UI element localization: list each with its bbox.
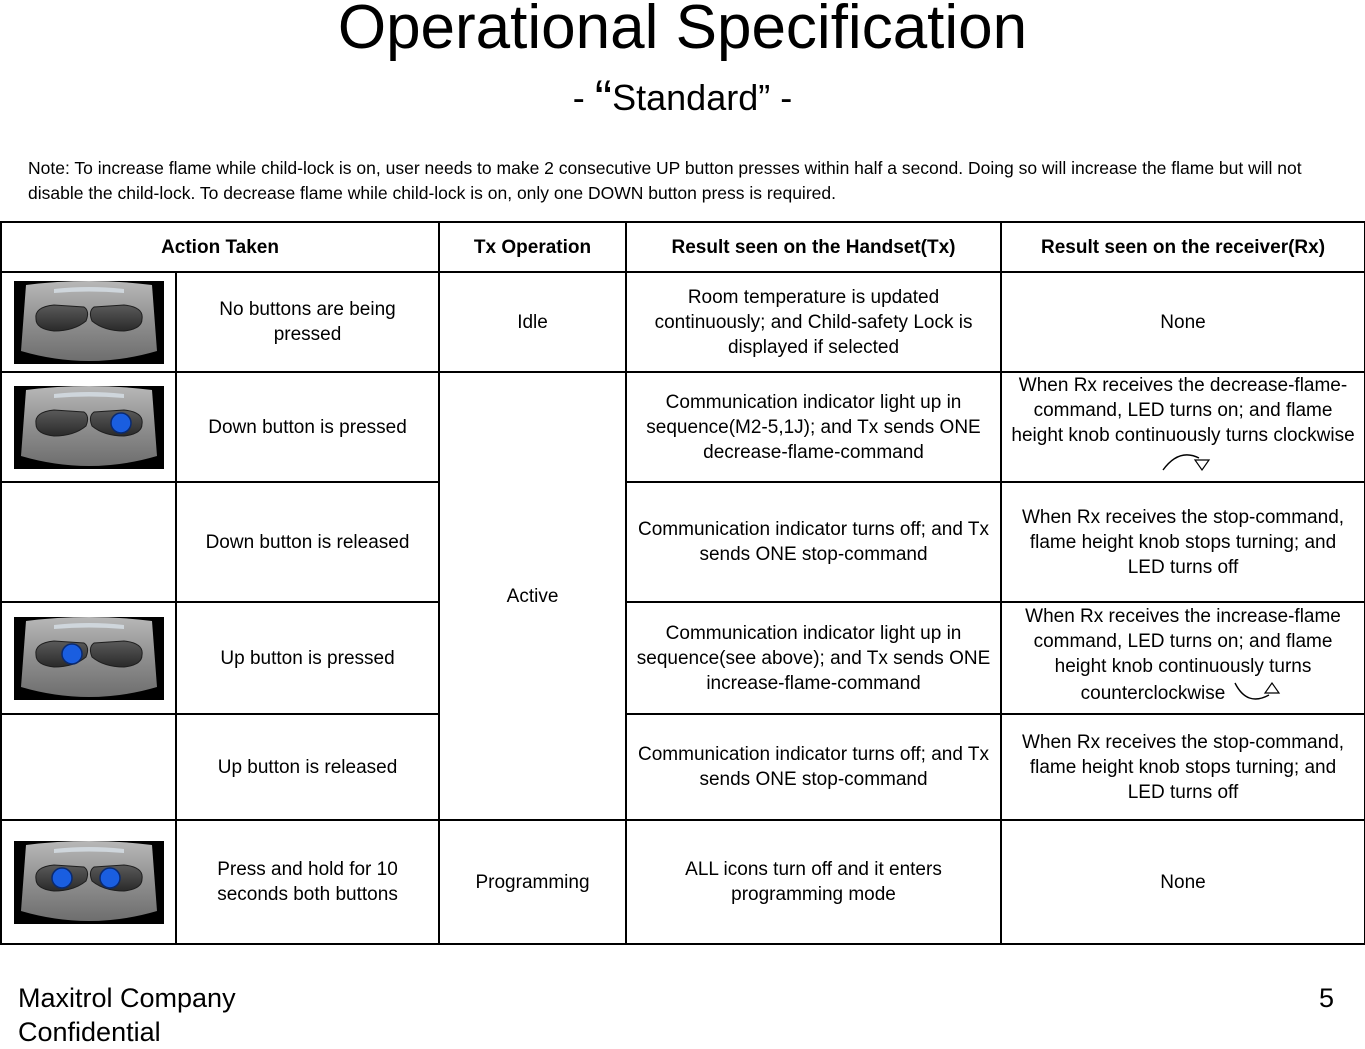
table-row (1, 372, 1365, 482)
action-cell: Press and hold for 10 seconds both buttons (176, 820, 439, 944)
action-cell: No buttons are being pressed (176, 272, 439, 372)
table-row (1, 602, 1365, 714)
clockwise-arrow-icon (1159, 448, 1213, 481)
receiver-result-cell: When Rx receives the stop-command, flame height knob stops turning; and LED turns off (1001, 482, 1365, 602)
child-lock-note: Note: To increase flame while child-lock is on, user needs to make 2 consecutive UP button presses within half a second. Doing so will increase the flame but will not disable the child-lock. To decrease flame while child-lock is on, only one DOWN button press is required. (28, 158, 1302, 203)
handset-result-cell: ALL icons turn off and it enters programming mode (626, 820, 1001, 944)
row-image-cell (1, 602, 176, 714)
remote-no-buttons-icon (14, 281, 164, 364)
remote-up-button-icon (14, 617, 164, 700)
row-image-cell (1, 372, 176, 482)
page-number: 5 (1318, 983, 1334, 1013)
footer-company-block (18, 981, 236, 1049)
remote-both-buttons-icon (14, 841, 164, 924)
header-receiver-result: Result seen on the receiver(Rx) (1001, 222, 1365, 272)
tx-operation-cell: Programming (439, 820, 626, 944)
footer-company: Maxitrol Company (18, 983, 236, 1013)
page-subtitle (0, 70, 1365, 128)
remote-down-button-icon (14, 386, 164, 469)
header-handset-result: Result seen on the Handset(Tx) (626, 222, 1001, 272)
footer-classification: Confidential (18, 1017, 161, 1047)
table-header-row (1, 222, 1365, 272)
table-row (1, 714, 1365, 820)
receiver-result-text: When Rx receives the decrease-flame-command, LED turns on; and flame height knob continuously turns clockwise (1011, 375, 1355, 446)
tx-operation-cell: Idle (439, 272, 626, 372)
handset-result-cell: Room temperature is updated continuously; and Child-safety Lock is displayed if selected (626, 272, 1001, 372)
row-image-cell (1, 820, 176, 944)
action-cell: Down button is released (176, 482, 439, 602)
table-row (1, 272, 1365, 372)
subtitle-open-quote: “ (594, 70, 613, 128)
subtitle-dash: - (572, 77, 595, 118)
receiver-result-cell: None (1001, 820, 1365, 944)
table-row (1, 820, 1365, 944)
handset-result-cell: Communication indicator turns off; and Tx sends ONE stop-command (626, 714, 1001, 820)
header-tx-operation: Tx Operation (439, 222, 626, 272)
receiver-result-text: When Rx receives the increase-flame command, LED turns on; and flame height knob continuously turns counterclockwise (1025, 606, 1341, 704)
handset-result-cell: Communication indicator light up in sequence(see above); and Tx sends ONE increase-flame-command (626, 602, 1001, 714)
action-cell: Up button is pressed (176, 602, 439, 714)
table-row (1, 482, 1365, 602)
header-action-taken: Action Taken (1, 222, 439, 272)
row-image-cell (1, 714, 176, 820)
receiver-result-cell: None (1001, 272, 1365, 372)
row-image-cell (1, 272, 176, 372)
handset-result-cell: Communication indicator light up in sequence(M2-5,1J); and Tx sends ONE decrease-flame-command (626, 372, 1001, 482)
receiver-result-cell (1001, 372, 1365, 482)
action-cell: Up button is released (176, 714, 439, 820)
page-title: Operational Specification (337, 0, 1028, 62)
receiver-result-cell: When Rx receives the stop-command, flame height knob stops turning; and LED turns off (1001, 714, 1365, 820)
subtitle-text: Standard” - (612, 77, 793, 118)
action-cell: Down button is pressed (176, 372, 439, 482)
counterclockwise-arrow-icon (1231, 679, 1285, 712)
tx-operation-cell: Active (439, 372, 626, 820)
operation-spec-table (0, 221, 1365, 945)
receiver-result-cell (1001, 602, 1365, 714)
handset-result-cell: Communication indicator turns off; and Tx sends ONE stop-command (626, 482, 1001, 602)
row-image-cell (1, 482, 176, 602)
